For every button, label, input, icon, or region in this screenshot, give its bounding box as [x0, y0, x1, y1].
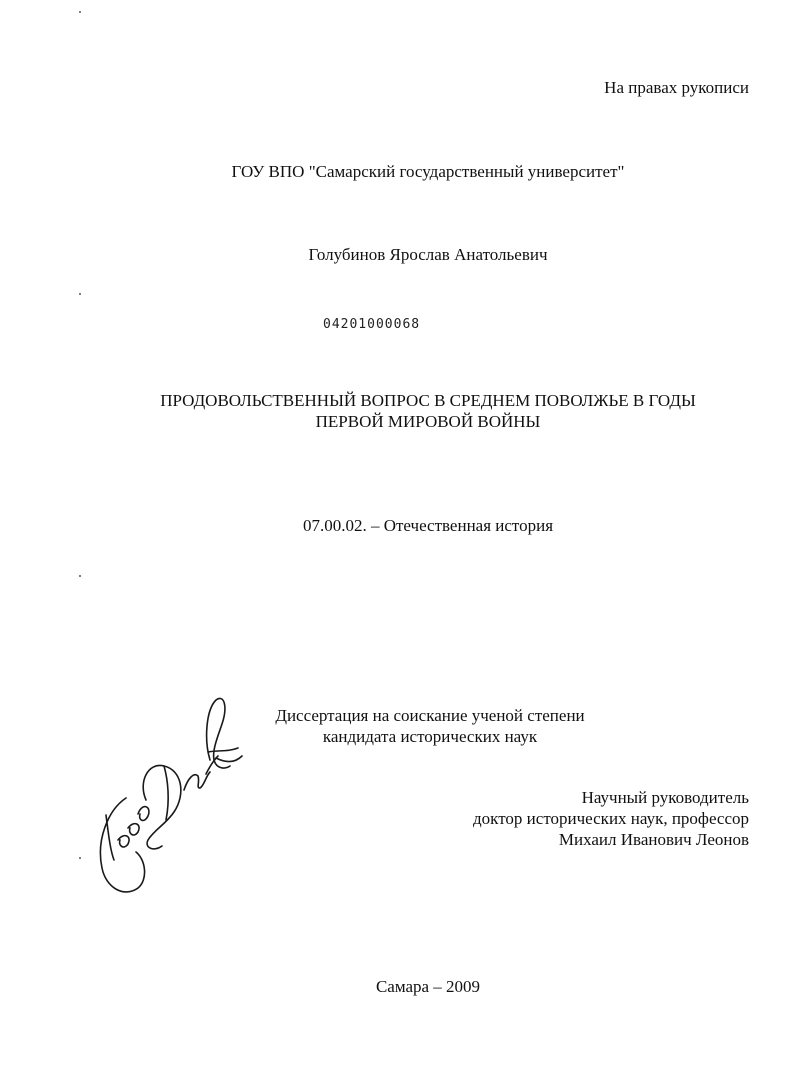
- archive-number: 04201000068: [323, 317, 421, 332]
- supervisor-label: Научный руководитель: [581, 788, 749, 807]
- degree-line: Диссертация на соискание ученой степени: [275, 706, 585, 725]
- title-line: ПЕРВОЙ МИРОВОЙ ВОЙНЫ: [315, 412, 541, 431]
- scan-speck: [79, 11, 81, 13]
- rights-note: На правах рукописи: [604, 78, 749, 97]
- scan-speck: [79, 575, 81, 577]
- institution-name: ГОУ ВПО "Самарский государственный университет": [231, 162, 625, 181]
- specialty-code: 07.00.02. – Отечественная история: [302, 516, 554, 535]
- scan-speck: [79, 857, 81, 859]
- handwritten-signature-icon: [88, 690, 248, 905]
- title-line: ПРОДОВОЛЬСТВЕННЫЙ ВОПРОС В СРЕДНЕМ ПОВОЛЖЬЕ В ГОДЫ: [160, 391, 696, 410]
- degree-statement: [260, 705, 600, 747]
- supervisor-block: [473, 787, 749, 850]
- author-name: Голубинов Ярослав Анатольевич: [308, 245, 548, 264]
- city-year: Самара – 2009: [375, 977, 481, 996]
- scan-speck: [79, 293, 81, 295]
- supervisor-title: доктор исторических наук, профессор: [473, 809, 749, 828]
- supervisor-name: Михаил Иванович Леонов: [558, 830, 749, 849]
- dissertation-title: [0, 390, 792, 432]
- degree-line: кандидата исторических наук: [322, 727, 538, 746]
